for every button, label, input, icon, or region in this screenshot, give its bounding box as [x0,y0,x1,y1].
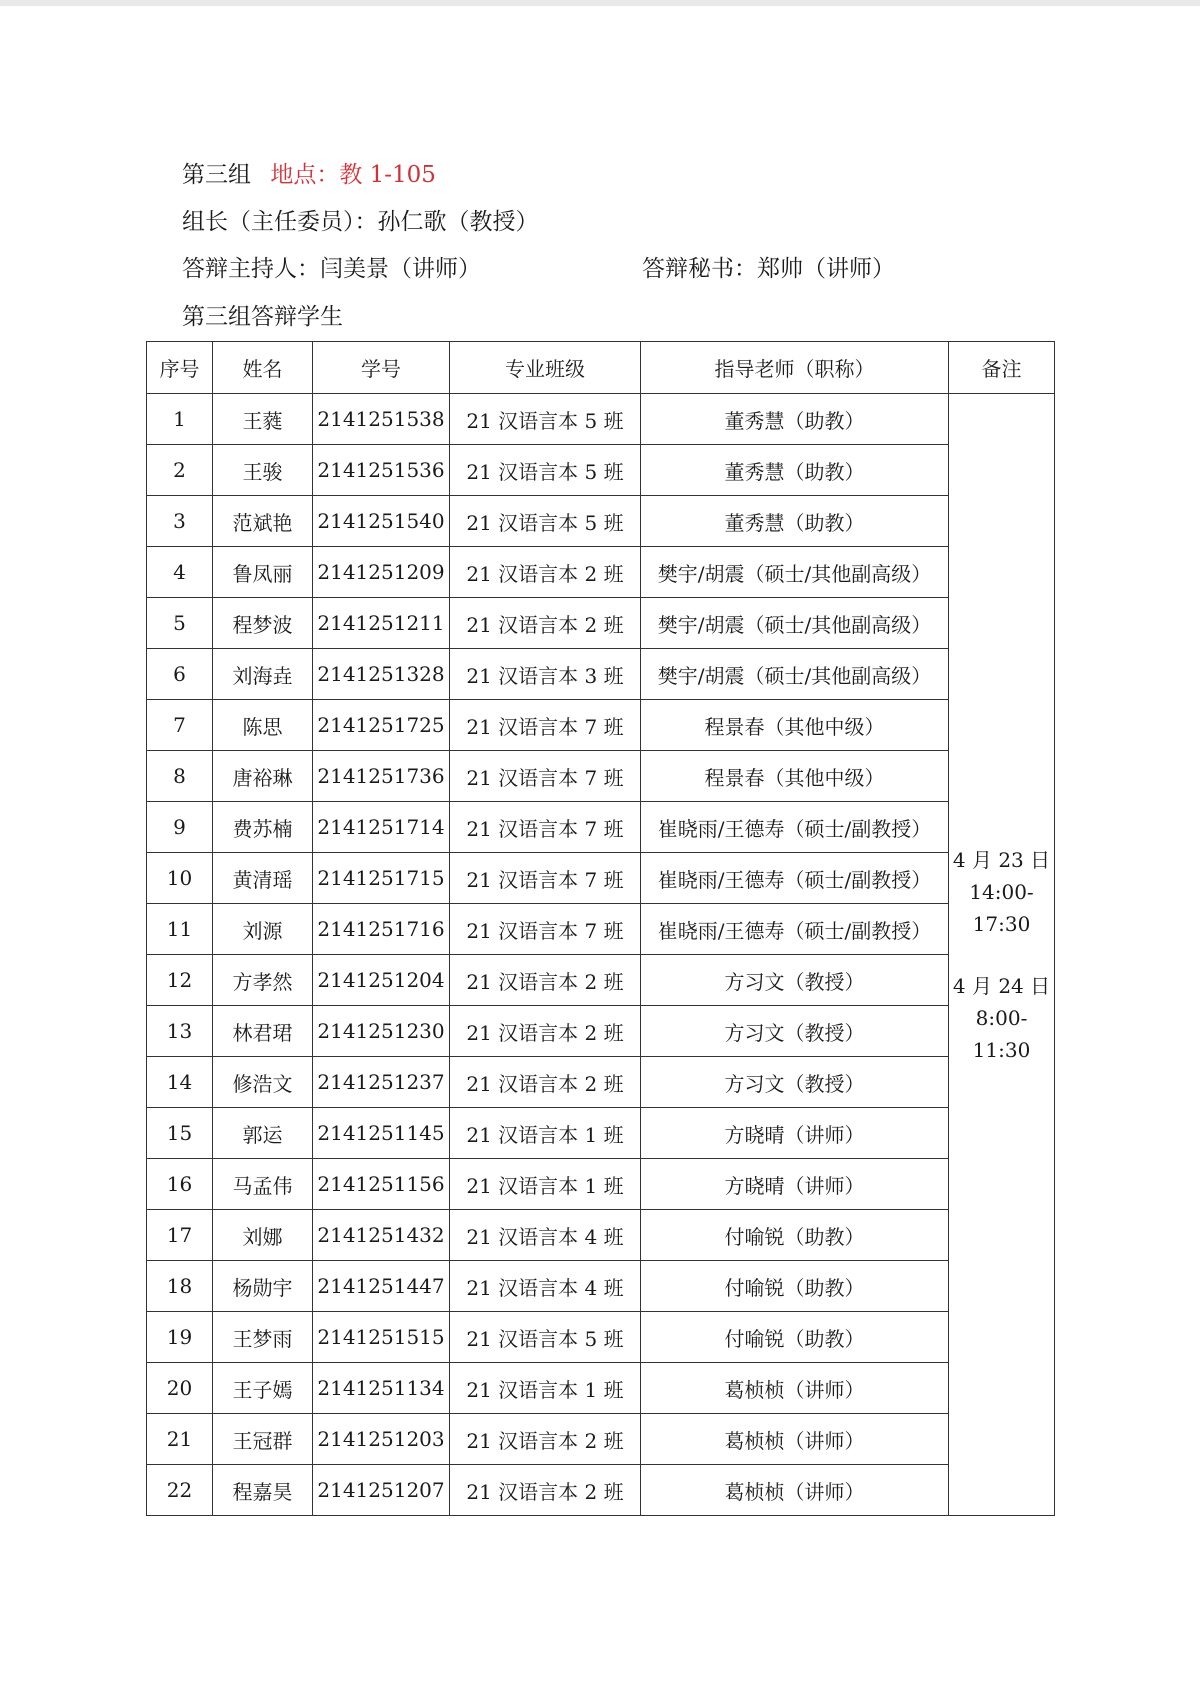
cell-id: 2141251209 [313,547,450,598]
day1-time-end: 17:30 [972,911,1031,936]
secretary-label: 答辩秘书：郑帅（讲师） [642,256,895,282]
cell-name: 黄清瑶 [213,853,313,904]
cell-no: 17 [147,1210,213,1261]
note-gap [949,940,1054,970]
table-row [147,1414,1055,1465]
cell-id: 2141251716 [313,904,450,955]
cell-no: 12 [147,955,213,1006]
cell-class: 21 汉语言本 1 班 [450,1363,641,1414]
table-row [147,649,1055,700]
cell-class: 21 汉语言本 7 班 [450,853,641,904]
table-row [147,1108,1055,1159]
cell-advisor: 葛桢桢（讲师） [641,1414,949,1465]
table-row [147,955,1055,1006]
day2-time-end: 11:30 [972,1037,1031,1062]
table-row [147,1057,1055,1108]
group-heading [182,160,436,190]
cell-no: 8 [147,751,213,802]
table-body [147,394,1055,1516]
day2-time-start: 8:00- [975,1005,1028,1030]
student-roster-table [146,341,1055,1516]
leader-line: 组长（主任委员）：孙仁歌（教授） [182,209,539,235]
cell-advisor: 葛桢桢（讲师） [641,1363,949,1414]
cell-class: 21 汉语言本 7 班 [450,751,641,802]
cell-class: 21 汉语言本 2 班 [450,1057,641,1108]
host-label: 答辩主持人：闫美景（讲师） [182,256,481,282]
cell-advisor: 方习文（教授） [641,1006,949,1057]
cell-advisor: 程景春（其他中级） [641,700,949,751]
cell-no: 13 [147,1006,213,1057]
cell-no: 6 [147,649,213,700]
col-header-advisor: 指导老师（职称） [641,342,949,394]
cell-id: 2141251538 [313,394,450,445]
cell-class: 21 汉语言本 2 班 [450,1006,641,1057]
cell-no: 2 [147,445,213,496]
cell-advisor: 葛桢桢（讲师） [641,1465,949,1516]
cell-id: 2141251714 [313,802,450,853]
cell-class: 21 汉语言本 2 班 [450,598,641,649]
table-row [147,1465,1055,1516]
cell-id: 2141251540 [313,496,450,547]
cell-no: 22 [147,1465,213,1516]
cell-name: 陈思 [213,700,313,751]
table-row [147,1312,1055,1363]
cell-no: 11 [147,904,213,955]
day1-date: 4 月 23 日 [952,847,1051,872]
table-row [147,700,1055,751]
cell-class: 21 汉语言本 3 班 [450,649,641,700]
cell-class: 21 汉语言本 5 班 [450,496,641,547]
cell-class: 21 汉语言本 2 班 [450,547,641,598]
cell-name: 鲁凤丽 [213,547,313,598]
cell-advisor: 崔晓雨/王德寿（硕士/副教授） [641,904,949,955]
cell-no: 21 [147,1414,213,1465]
cell-id: 2141251230 [313,1006,450,1057]
col-header-no: 序号 [147,342,213,394]
cell-id: 2141251211 [313,598,450,649]
cell-advisor: 樊宇/胡震（硕士/其他副高级） [641,598,949,649]
cell-id: 2141251432 [313,1210,450,1261]
cell-no: 16 [147,1159,213,1210]
cell-class: 21 汉语言本 5 班 [450,1312,641,1363]
cell-advisor: 付喻锐（助教） [641,1210,949,1261]
table-row [147,496,1055,547]
cell-name: 修浩文 [213,1057,313,1108]
cell-name: 林君珺 [213,1006,313,1057]
cell-class: 21 汉语言本 7 班 [450,904,641,955]
cell-no: 10 [147,853,213,904]
cell-advisor: 崔晓雨/王德寿（硕士/副教授） [641,853,949,904]
cell-name: 程嘉昊 [213,1465,313,1516]
group-label: 第三组 [182,162,251,188]
cell-advisor: 樊宇/胡震（硕士/其他副高级） [641,547,949,598]
cell-id: 2141251203 [313,1414,450,1465]
cell-name: 方孝然 [213,955,313,1006]
table-row [147,445,1055,496]
host-secretary-line [182,254,895,284]
cell-name: 刘源 [213,904,313,955]
cell-no: 1 [147,394,213,445]
table-row [147,1159,1055,1210]
cell-class: 21 汉语言本 5 班 [450,394,641,445]
cell-name: 唐裕琳 [213,751,313,802]
cell-no: 5 [147,598,213,649]
table-row [147,1261,1055,1312]
cell-id: 2141251237 [313,1057,450,1108]
cell-no: 15 [147,1108,213,1159]
cell-id: 2141251515 [313,1312,450,1363]
cell-class: 21 汉语言本 1 班 [450,1159,641,1210]
cell-no: 9 [147,802,213,853]
cell-id: 2141251536 [313,445,450,496]
cell-advisor: 方习文（教授） [641,1057,949,1108]
cell-name: 费苏楠 [213,802,313,853]
table-row [147,751,1055,802]
cell-id: 2141251736 [313,751,450,802]
cell-name: 程梦波 [213,598,313,649]
cell-id: 2141251134 [313,1363,450,1414]
cell-id: 2141251156 [313,1159,450,1210]
cell-no: 4 [147,547,213,598]
col-header-id: 学号 [313,342,450,394]
table-row [147,1210,1055,1261]
col-header-name: 姓名 [213,342,313,394]
cell-advisor: 董秀慧（助教） [641,496,949,547]
cell-name: 王冠群 [213,1414,313,1465]
cell-no: 18 [147,1261,213,1312]
cell-advisor: 方晓晴（讲师） [641,1159,949,1210]
cell-class: 21 汉语言本 7 班 [450,802,641,853]
cell-id: 2141251145 [313,1108,450,1159]
cell-id: 2141251447 [313,1261,450,1312]
cell-id: 2141251328 [313,649,450,700]
cell-name: 王骏 [213,445,313,496]
location-label: 地点：教 1-105 [270,162,436,188]
cell-advisor: 付喻锐（助教） [641,1312,949,1363]
table-row [147,853,1055,904]
col-header-class: 专业班级 [450,342,641,394]
cell-id: 2141251207 [313,1465,450,1516]
cell-no: 7 [147,700,213,751]
table-row [147,904,1055,955]
cell-class: 21 汉语言本 1 班 [450,1108,641,1159]
cell-advisor: 董秀慧（助教） [641,445,949,496]
cell-name: 杨勋宇 [213,1261,313,1312]
cell-advisor: 崔晓雨/王德寿（硕士/副教授） [641,802,949,853]
cell-class: 21 汉语言本 4 班 [450,1210,641,1261]
cell-no: 14 [147,1057,213,1108]
cell-name: 马孟伟 [213,1159,313,1210]
cell-class: 21 汉语言本 5 班 [450,445,641,496]
cell-class: 21 汉语言本 2 班 [450,1465,641,1516]
table-row [147,802,1055,853]
cell-advisor: 方习文（教授） [641,955,949,1006]
schedule-note-cell [949,394,1055,1516]
cell-name: 范斌艳 [213,496,313,547]
cell-name: 郭运 [213,1108,313,1159]
cell-advisor: 程景春（其他中级） [641,751,949,802]
table-row [147,394,1055,445]
table-row [147,1363,1055,1414]
cell-name: 刘海垚 [213,649,313,700]
table-row [147,1006,1055,1057]
cell-advisor: 方晓晴（讲师） [641,1108,949,1159]
cell-advisor: 付喻锐（助教） [641,1261,949,1312]
day2-date: 4 月 24 日 [952,973,1051,998]
cell-id: 2141251715 [313,853,450,904]
cell-class: 21 汉语言本 4 班 [450,1261,641,1312]
day1-time-start: 14:00- [969,879,1034,904]
cell-id: 2141251204 [313,955,450,1006]
cell-no: 3 [147,496,213,547]
students-title: 第三组答辩学生 [182,304,343,330]
cell-name: 王子嫣 [213,1363,313,1414]
cell-no: 19 [147,1312,213,1363]
cell-name: 王梦雨 [213,1312,313,1363]
cell-class: 21 汉语言本 2 班 [450,1414,641,1465]
table-row [147,598,1055,649]
table-row [147,547,1055,598]
table-header-row [147,342,1055,394]
cell-id: 2141251725 [313,700,450,751]
cell-advisor: 樊宇/胡震（硕士/其他副高级） [641,649,949,700]
cell-class: 21 汉语言本 7 班 [450,700,641,751]
cell-name: 刘娜 [213,1210,313,1261]
cell-advisor: 董秀慧（助教） [641,394,949,445]
cell-no: 20 [147,1363,213,1414]
col-header-note: 备注 [949,342,1055,394]
cell-name: 王蕤 [213,394,313,445]
cell-class: 21 汉语言本 2 班 [450,955,641,1006]
